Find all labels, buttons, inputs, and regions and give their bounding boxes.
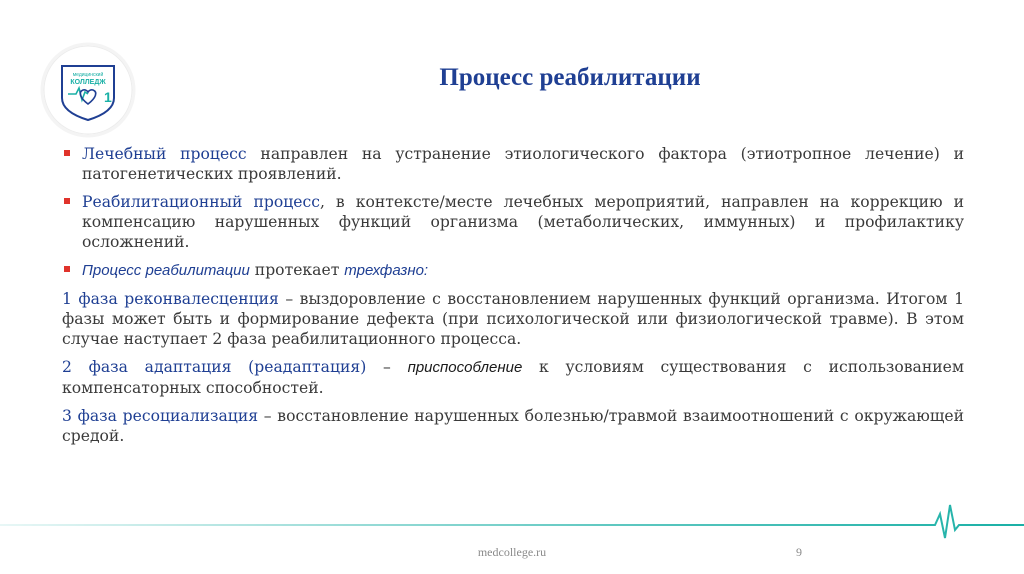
footer-site: medcollege.ru [477, 545, 547, 559]
phase-3 [62, 406, 964, 446]
phase-1 [62, 289, 964, 349]
text-phase-3: – восстановление нарушенных болезнью/травмой взаимоотношений с окружающей средой. [62, 407, 964, 445]
emph-adaptation: приспособление [407, 359, 523, 376]
slide-title: Процесс реабилитации [439, 64, 701, 91]
emph-three-phase: трехфазно: [344, 262, 429, 279]
bullet-rehab-process [62, 192, 964, 252]
slide-content [62, 144, 964, 454]
text-phase-1: – выздоровление с восстановлением нарушенных функций организма. Итогом 1 фазы может быть и формирование дефекта (при психологической или физиологической травме). В этом случае наступает 2 фаза реабилитационного процесса. [62, 290, 964, 348]
term-phase-1: 1 фаза реконвалесценция [62, 290, 279, 308]
term-phase-3: 3 фаза ресоциализация [62, 407, 259, 425]
page-number: 9 [796, 545, 802, 559]
bullet-rehab-phases [62, 260, 964, 281]
logo-text-line1: медицинский [72, 72, 104, 78]
college-logo [40, 42, 136, 138]
text-phase-2: к условиям существования с использованием компенсаторных способностей. [62, 358, 965, 397]
text-rehab-process: , в контексте/месте лечебных мероприятий, направлен на коррекцию и компенсацию нарушенных функций организма (метаболических, иммунных) и профилактику осложнений. [82, 193, 964, 251]
dash-phase-2: – [366, 358, 408, 376]
term-rehab-phases: Процесс реабилитации [82, 262, 250, 279]
text-treatment-process: направлен на устранение этиологического фактора (этиотропное лечение) и патогенетических проявлений. [82, 145, 964, 183]
text-rehab-phases: протекает [249, 261, 345, 279]
bullet-marker [64, 198, 70, 204]
logo-number: 1 [104, 89, 112, 105]
bullet-marker [64, 150, 70, 156]
term-phase-2: 2 фаза адаптация (реадаптация) [62, 358, 367, 376]
term-treatment-process: Лечебный процесс [82, 145, 247, 163]
logo-text-line2: КОЛЛЕДЖ [70, 79, 106, 86]
footer-pulse-line [0, 500, 1024, 540]
bullet-treatment-process [62, 144, 964, 184]
term-rehab-process: Реабилитационный процесс [82, 193, 320, 211]
bullet-marker [64, 266, 70, 272]
phase-2 [62, 357, 964, 398]
